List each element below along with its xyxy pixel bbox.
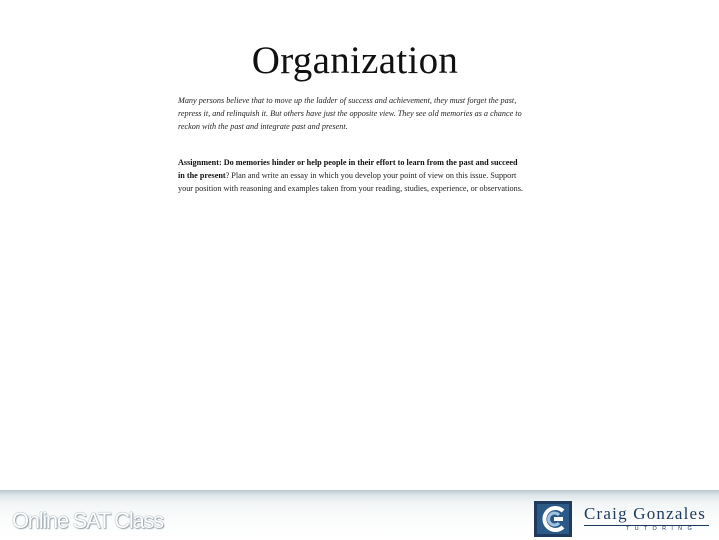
assignment-paragraph (178, 156, 523, 195)
logo-subtitle: TUTORING (626, 526, 698, 532)
company-logo (534, 501, 714, 537)
logo-name: Craig Gonzales (584, 504, 707, 523)
course-label: Online SAT Class (12, 508, 163, 533)
assignment-instructions: ? Plan and write an essay in which you develop your point of view on this issue. Support your position with reasoning and examples taken from your reading, studies, experience, or observations. (178, 171, 523, 193)
cg-logo-icon (534, 501, 572, 537)
essay-prompt: Many persons believe that to move up the ladder of success and achievement, they must forget the past, repress it, and relinquish it. But others have just the opposite view. They see old memories as a chance to reckon with the past and integrate past and present. (178, 96, 522, 131)
assignment-label: Assignment: Do memories hinder or help people in their effort to learn from the past and succeed in the present (178, 158, 518, 180)
page-title: Organization (251, 39, 459, 82)
